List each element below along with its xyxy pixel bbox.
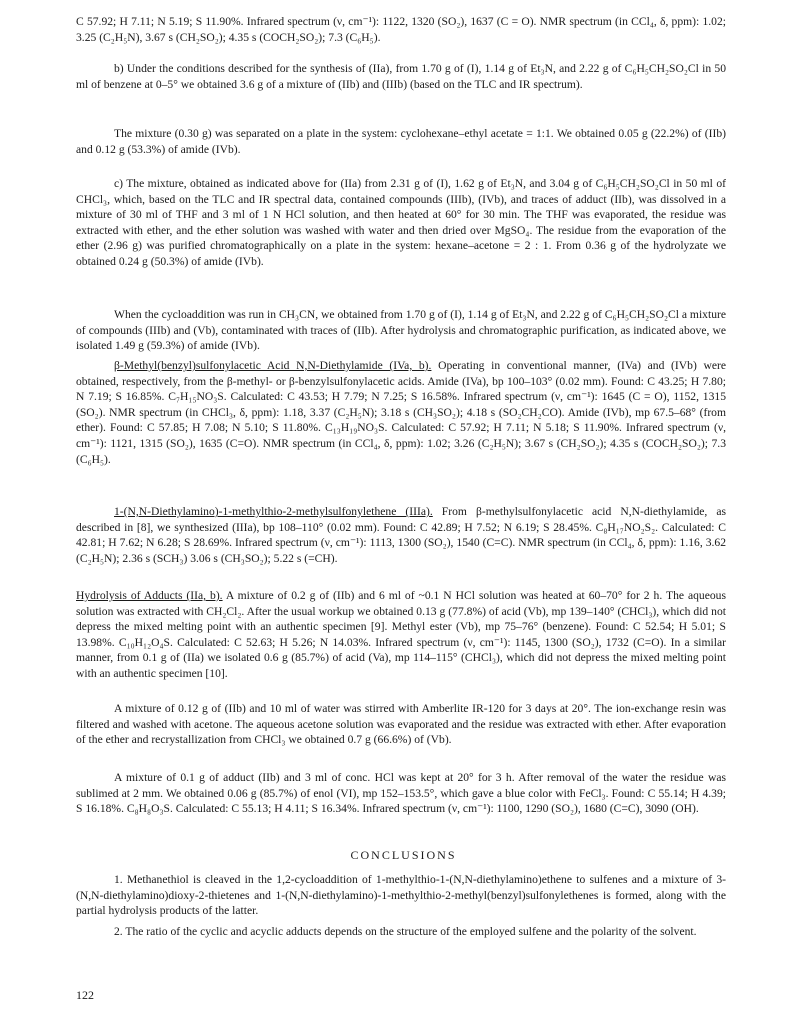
section-heading-hydrolysis: Hydrolysis of Adducts (IIa, b). xyxy=(76,589,223,602)
section-heading-diethylamide: β-Methyl(benzyl)sulfonylacetic Acid N,N-Diethylamide (IVa, b). xyxy=(114,359,432,372)
paragraph-cycloaddition-ch3cn: When the cycloaddition was run in CH₃CN, we obtained from 1.70 g of (I), 1.14 g of Et₃N, and 2.22 g of C₆H₅CH₂SO₂Cl a mixture of compounds (IIIb) and (Vb), contaminated with traces of (IIb). After hydrolysis and chromatographic purification, as indicated above, we isolated 1.49 g (59.3%) of amide (IVb). xyxy=(76,308,726,353)
paragraph-synthesis-b: b) Under the conditions described for the synthesis of (IIa), from 1.70 g of (I), 1.14 g of Et₃N, and 2.22 g of C₆H₅CH₂SO₂Cl in 50 ml of benzene at 0–5° we obtained 3.6 g of a mixture of (IIb) and (IIIb) (based on the TLC and IR spectrum). xyxy=(76,62,726,91)
paragraph-enol: A mixture of 0.1 g of adduct (IIb) and 3 ml of conc. HCl was kept at 20° for 3 h. After removal of the water the residue was sublimed at 2 mm. We obtained 0.06 g (85.7%) of enol (VI), mp 152–153.5°, which gave a blue color with FeCl₃. Found: C 55.14; H 4.39; S 16.18%. C₈H₈O₃S. Calculated: C 55.13; H 4.11; S 16.34%. Infrared spectrum (ν, cm⁻¹): 1100, 1290 (SO₂), 1680 (C=C), 3090 (OH). xyxy=(76,771,726,816)
page-number: 122 xyxy=(76,988,94,1002)
paragraph-diethylamide-section: β-Methyl(benzyl)sulfonylacetic Acid N,N-Diethylamide (IVa, b). Operating in conventional manner, (IVa) and (IVb) were obtained, respectively, from the β-methyl- or β-benzylsulfonylacetic acids. Amide (IVa), bp 100–103° (0.02 mm). Found: C 43.25; H 7.80; N 7.19; S 16.85%. C₇H₁₅NO₃S. Calculated: C 43.53; H 7.79; N 7.25; S 16.58%. Infrared spectrum (ν, cm⁻¹): 1645 (C = O), 1152, 1315 (SO₂). NMR spectrum (in CHCl₃, δ, ppm): 1.18, 3.37 (C₂H₅N); 3.18 s (CH₃SO₂); 4.18 s (SO₂CH₂CO). Amide (IVb), mp 67.5–68° (from ether). Found: C 57.85; H 7.08; N 5.10; S 11.80%. C₁₃H₁₉NO₃S. Calculated: C 57.92; H 7.11; N 5.18; S 11.90%. Infrared spectrum (ν, cm⁻¹): 1121, 1315 (SO₂), 1635 (C=O). NMR spectrum (in CCl₄, δ, ppm): 1.02; 3.26 (C₂H₅N); 3.67 s (CH₂SO₂); 4.35 s (COCH₂SO₂); 7.3 (C₆H₅). xyxy=(76,359,726,466)
paragraph-ethene-section: 1-(N,N-Diethylamino)-1-methylthio-2-methylsulfonylethene (IIIa). From β-methylsulfonylacetic acid N,N-diethylamide, as described in [8], we synthesized (IIIa), bp 108–110° (0.02 mm). Found: C 42.89; H 7.52; N 6.19; S 28.45%. C₈H₁₇NO₂S₂. Calculated: C 42.81; H 7.62; N 6.28; S 28.69%. Infrared spectrum (ν, cm⁻¹): 1113, 1300 (SO₂), 1540 (C=C). NMR spectrum (in CCl₄, δ, ppm): 1.16, 3.62 (C₂H₅N); 2.36 s (SCH₃) 3.06 s (CH₃SO₂); 5.22 s (=CH). xyxy=(76,505,726,565)
section-heading-ethene: 1-(N,N-Diethylamino)-1-methylthio-2-methylsulfonylethene (IIIa). xyxy=(114,505,433,518)
conclusion-item-2: 2. The ratio of the cyclic and acyclic adducts depends on the structure of the employed sulfene and the polarity of the solvent. xyxy=(114,925,697,938)
conclusions-heading: CONCLUSIONS xyxy=(350,848,457,862)
paragraph-amberlite: A mixture of 0.12 g of (IIb) and 10 ml of water was stirred with Amberlite IR-120 for 3 days at 20°. The ion-exchange resin was filtered and washed with acetone. The aqueous acetone solution was evaporated and the residue was extracted with ether. After evaporation of the ether and recrystallization from CHCl₃ we obtained 0.7 g (66.6%) of (Vb). xyxy=(76,702,726,747)
paragraph-spectral-data-continued: C 57.92; H 7.11; N 5.19; S 11.90%. Infrared spectrum (ν, cm⁻¹): 1122, 1320 (SO₂), 1637 (C = O). NMR spectrum (in CCl₄, δ, ppm): 1.02; 3.25 (C₂H₅N), 3.67 s (CH₂SO₂); 4.35 s (COCH₂SO₂); 7.3 (C₆H₅). xyxy=(76,15,726,44)
conclusion-item-1: 1. Methanethiol is cleaved in the 1,2-cycloaddition of 1-methylthio-1-(N,N-diethylamino)ethene to sulfenes and a mixture of 3-(N,N-diethylamino)dioxy-2-thietenes and 1-(N,N-diethylamino)-1-methylthio-2-methyl(benzyl)sulfonylethenes is formed, along with the partial hydrolysis products of the latter. xyxy=(76,873,726,918)
paragraph-separation: The mixture (0.30 g) was separated on a plate in the system: cyclohexane–ethyl acetate = 1:1. We obtained 0.05 g (22.2%) of (IIb) and 0.12 g (53.3%) of amide (IVb). xyxy=(76,127,726,156)
paragraph-hydrolysis-section: Hydrolysis of Adducts (IIa, b). A mixture of 0.2 g of (IIb) and 6 ml of ~0.1 N HCl solution was heated at 60–70° for 2 h. The aqueous solution was extracted with CH₂Cl₂. After the usual workup we obtained 0.13 g (77.8%) of acid (Vb), mp 139–140° (CHCl₃), which did not depress the mixed melting point with an authentic specimen [9]. Methyl ester (Vb), mp 75–76° (benzene). Found: C 52.54; H 5.01; S 13.98%. C₁₀H₁₂O₄S. Calculated: C 52.63; H 5.26; N 14.03%. Infrared spectrum (ν, cm⁻¹): 1145, 1300 (SO₂), 1732 (C=O). In a similar manner, from 0.1 g of (IIa) we isolated 0.6 g (85.7%) of acid (Va), mp 114–115° (CHCl₃), which did not depress the mixed melting point with an authentic specimen [10]. xyxy=(76,589,726,680)
paragraph-synthesis-c: c) The mixture, obtained as indicated above for (IIa) from 2.31 g of (I), 1.62 g of Et₃N, and 3.04 g of C₆H₅CH₂SO₂Cl in 50 ml of CHCl₃, which, based on the TLC and IR spectral data, contained compounds (IIIb), (IVb), and traces of adduct (IIb), was dissolved in a mixture of 30 ml of THF and 3 ml of 1 N HCl solution, and then heated at 60° for 30 min. The THF was evaporated, the residue was extracted with ether, and the ether solution was washed with water and then dried over MgSO₄. The residue from the evaporation of the ether (2.96 g) was purified chromatographically on a plate in the system: hexane–acetone = 2 : 1. From 0.36 g of the hydrolyzate we obtained 0.24 g (50.3%) of amide (IVb). xyxy=(76,177,726,268)
